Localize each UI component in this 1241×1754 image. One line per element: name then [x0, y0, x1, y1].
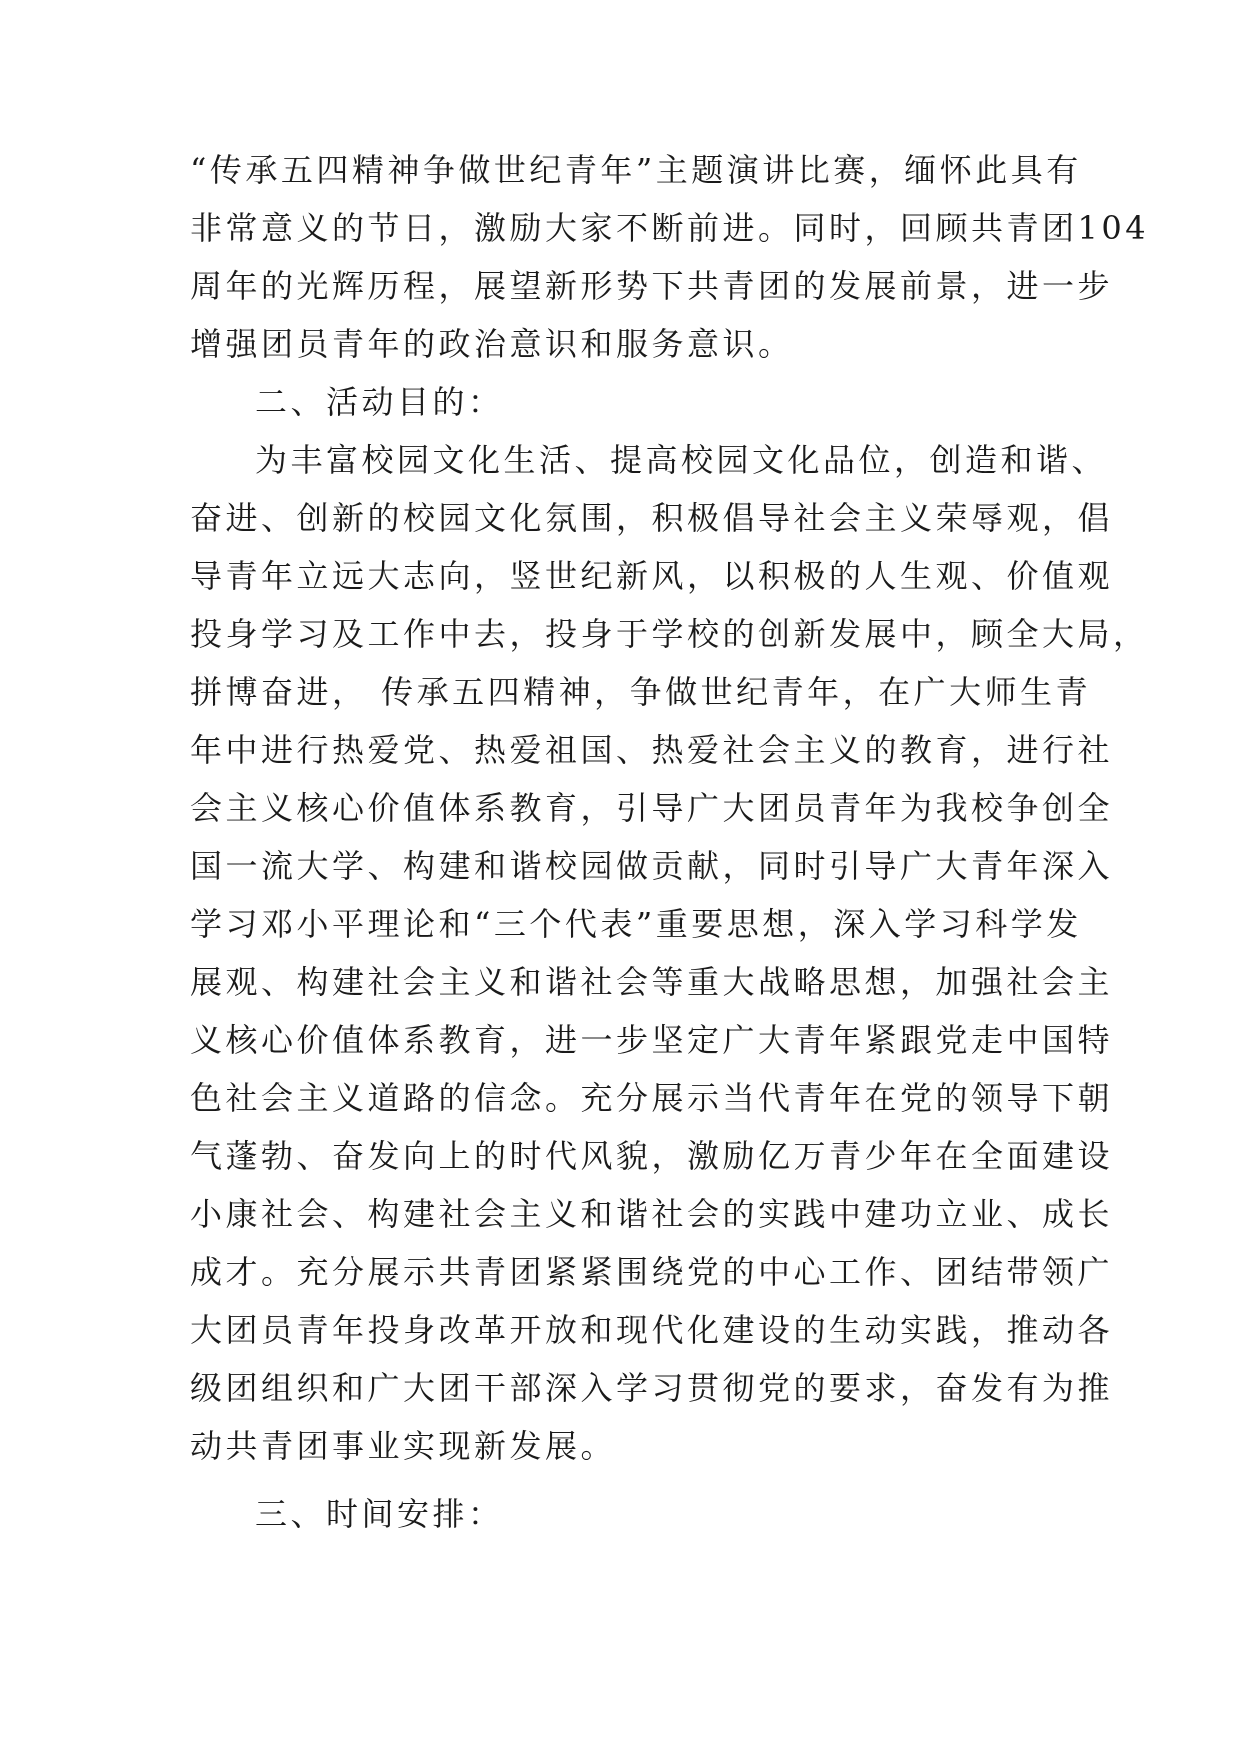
text-line-18: 气蓬勃、奋发向上的时代风貌，激励亿万青少年在全面建设 [190, 1137, 1114, 1175]
text-line-23: 动共青团事业实现新发展。 [190, 1427, 617, 1465]
text-line-14: 学习邓小平理论和“三个代表”重要思想，深入学习科学发 [190, 905, 1082, 943]
text-line-1: “传承五四精神争做世纪青年”主题演讲比赛，缅怀此具有 [190, 151, 1082, 189]
text-line-15: 展观、构建社会主义和谐社会等重大战略思想，加强社会主 [190, 963, 1114, 1001]
text-line-16: 义核心价值体系教育，进一步坚定广大青年紧跟党走中国特 [190, 1021, 1114, 1059]
text-line-19: 小康社会、构建社会主义和谐社会的实践中建功立业、成长 [190, 1195, 1114, 1233]
text-line-9: 投身学习及工作中去，投身于学校的创新发展中，顾全大局， [190, 615, 1149, 653]
text-line-12: 会主义核心价值体系教育，引导广大团员青年为我校争创全 [190, 789, 1114, 827]
text-line-3: 周年的光辉历程，展望新形势下共青团的发展前景，进一步 [190, 267, 1114, 305]
text-line-20: 成才。充分展示共青团紧紧围绕党的中心工作、团结带领广 [190, 1253, 1114, 1291]
section-heading-2: 二、活动目的： [255, 383, 504, 421]
text-line-10: 拼博奋进， 传承五四精神，争做世纪青年，在广大师生青 [190, 673, 1092, 711]
text-line-17: 色社会主义道路的信念。充分展示当代青年在党的领导下朝 [190, 1079, 1114, 1117]
text-line-6: 为丰富校园文化生活、提高校园文化品位，创造和谐、 [255, 441, 1108, 479]
text-line-13: 国一流大学、构建和谐校园做贡献，同时引导广大青年深入 [190, 847, 1114, 885]
text-line-2: 非常意义的节日，激励大家不断前进。同时，回顾共青团104 [190, 209, 1150, 247]
text-line-22: 级团组织和广大团干部深入学习贯彻党的要求，奋发有为推 [190, 1369, 1114, 1407]
text-line-4: 增强团员青年的政治意识和服务意识。 [190, 325, 794, 363]
text-line-21: 大团员青年投身改革开放和现代化建设的生动实践，推动各 [190, 1311, 1114, 1349]
section-heading-3: 三、时间安排： [255, 1495, 504, 1533]
text-line-11: 年中进行热爱党、热爱祖国、热爱社会主义的教育，进行社 [190, 731, 1114, 769]
text-line-8: 导青年立远大志向，竖世纪新风，以积极的人生观、价值观 [190, 557, 1114, 595]
text-line-7: 奋进、创新的校园文化氛围，积极倡导社会主义荣辱观，倡 [190, 499, 1114, 537]
